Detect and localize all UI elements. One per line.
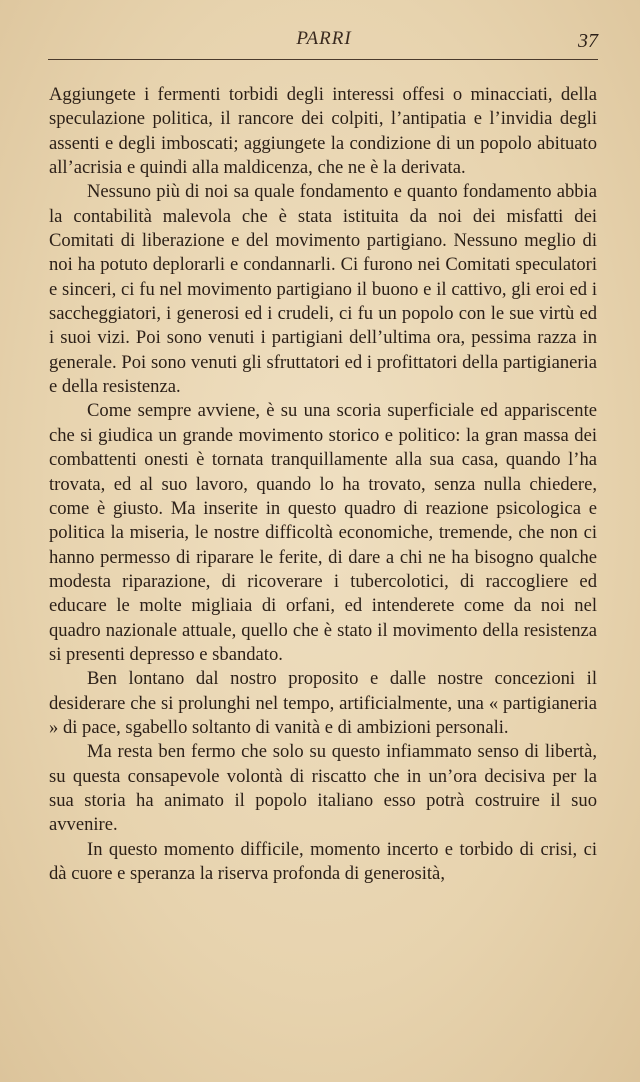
paragraph: Nessuno più di noi sa quale fondamento e quanto fondamento abbia la contabilità malevola che è stata istituita da noi dei misfatti dei Comitati di liberazione e del movimento partigiano. Nessuno meglio di noi ha potuto deplorarli e condannarli. Ci furono nei Comitati speculatori e sinceri, ci fu nel movimento partigiano il buono e il cattivo, gli eroi ed i saccheggiatori, i generosi ed i crudeli, ci fu un popolo con le sue virtù ed i suoi vizi. Poi sono venuti i partigiani dell’ultima ora, pessima razza in generale. Poi sono venuti gli sfruttatori ed i profittatori della partigianeria e della resistenza. — [49, 181, 597, 398]
header-rule — [48, 59, 598, 60]
body-text — [49, 83, 597, 886]
paragraph: In questo momento difficile, momento incerto e torbido di crisi, ci dà cuore e speranza la riserva profonda di generosità, — [49, 838, 597, 884]
running-title: PARRI — [296, 28, 352, 49]
paragraph: Ma resta ben fermo che solo su questo infiammato senso di libertà, su questa consapevole volontà di riscatto che in un’ora decisiva per la sua storia ha animato il popolo italiano esso potrà costruire il suo avvenire. — [49, 741, 597, 836]
paragraph: Come sempre avviene, è su una scoria superficiale ed appariscente che si giudica un grande movimento storico e politico: la gran massa dei combattenti onesti è tornata tranquillamente alla sua casa, quando l’ha trovata, ed al suo lavoro, quando lo ha trovato, senza nulla chiedere, come è giusto. Ma inserite in questo quadro di reazione psicologica e politica la miseria, le nostre difficoltà economiche, tremende, che non ci hanno permesso di riparare le ferite, di dare a chi ne ha bisogno qualche modesta riparazione, di ricoverare i tubercolotici, di raccogliere ed educare le molte migliaia di orfani, ed intenderete come da noi nel quadro nazionale attuale, quello che è stato il movimento della resistenza si presenti depresso e sbandato. — [49, 400, 597, 665]
page-number: 37 — [578, 30, 598, 52]
paragraph: Aggiungete i fermenti torbidi degli interessi offesi o minacciati, della speculazione politica, il rancore dei colpiti, l’antipatia e l’invidia degli assenti e degli imboscati; aggiungete la condizione di un popolo abituato all’acrisia e quindi alla maldicenza, che ne è la derivata. — [49, 84, 597, 179]
running-head — [50, 28, 598, 56]
paragraph: Ben lontano dal nostro proposito e dalle nostre concezioni il desiderare che si prolunghi nel tempo, artificialmente, una « partigianeria » di pace, sgabello soltanto di vanità e di ambizioni personali. — [49, 668, 597, 738]
